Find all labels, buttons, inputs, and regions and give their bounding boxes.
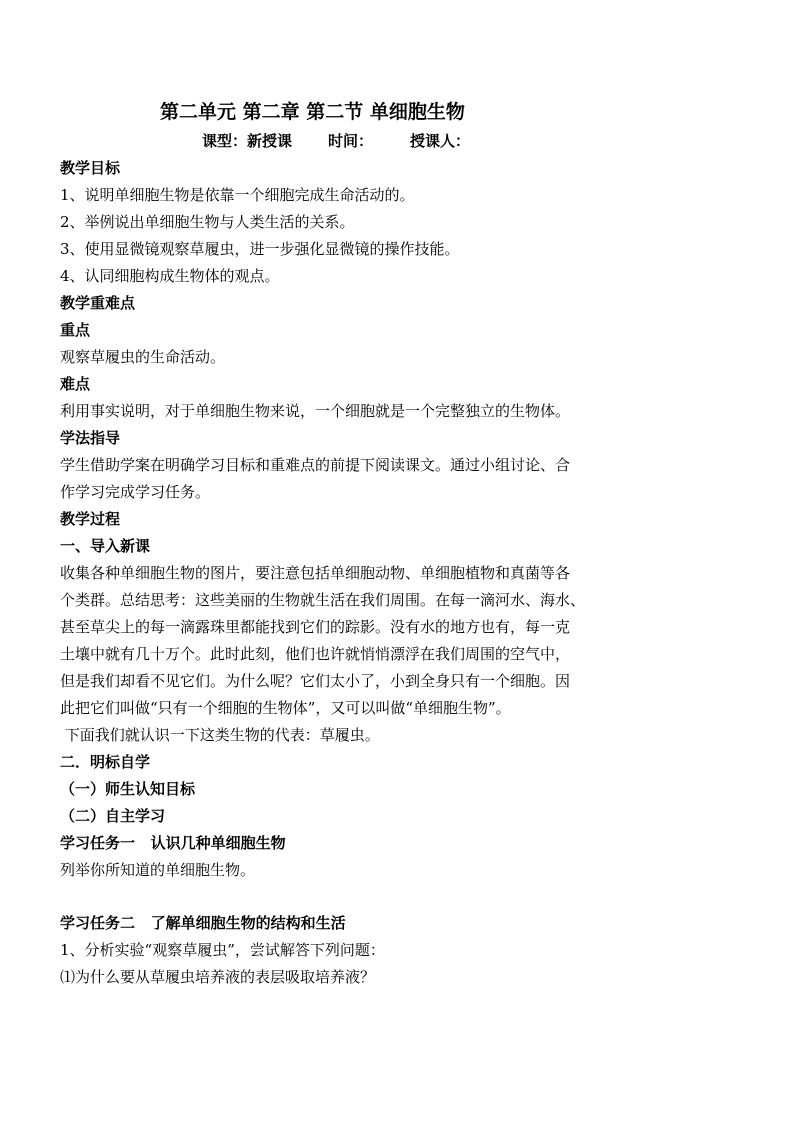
time-label: 时间： — [328, 132, 374, 150]
paragraph-line: 作学习完成学习任务。 — [60, 483, 211, 501]
paragraph-line: 学生借助学案在明确学习目标和重难点的前提下阅读课文。通过小组讨论、合 — [60, 456, 571, 474]
paragraph-line: 此把它们叫做“只有一个细胞的生物体”，又可以叫做“单细胞生物”。 — [60, 699, 511, 717]
paragraph-line: 但是我们却看不见它们。为什么呢？它们太小了，小到全身只有一个细胞。因 — [60, 672, 571, 690]
heading-teaching-objectives: 教学目标 — [60, 159, 121, 177]
objective-item: 4、认同细胞构成生物体的观点。 — [60, 267, 280, 285]
document-body — [60, 155, 620, 991]
subheading-independent-study: （二）自主学习 — [60, 807, 166, 825]
subheading-self-study: 二．明标自学 — [60, 753, 151, 771]
task-one-heading: 学习任务一 认识几种单细胞生物 — [60, 834, 286, 852]
heading-study-guide: 学法指导 — [60, 429, 121, 447]
course-type: 课型：新授课 — [202, 132, 293, 150]
paragraph-line: 收集各种单细胞生物的图片，要注意包括单细胞动物、单细胞植物和真菌等各 — [60, 564, 571, 582]
subheading-key-point: 重点 — [60, 321, 91, 339]
paragraph-line: ⑴为什么要从草履虫培养液的表层吸取培养液？ — [60, 968, 376, 986]
subheading-objectives: （一）师生认知目标 — [60, 780, 196, 798]
teacher-label: 授课人： — [410, 132, 471, 150]
blank-line — [60, 884, 620, 910]
paragraph-line: 下面我们就认识一下这类生物的代表：草履虫。 — [60, 726, 380, 744]
objective-item: 1、说明单细胞生物是依靠一个细胞完成生命活动的。 — [60, 186, 415, 204]
paragraph-line: 列举你所知道的单细胞生物。 — [60, 861, 256, 879]
objective-item: 2、举例说出单细胞生物与人类生活的关系。 — [60, 213, 355, 231]
subheading-difficult-point: 难点 — [60, 375, 91, 393]
paragraph-line: 利用事实说明，对于单细胞生物来说，一个细胞就是一个完整独立的生物体。 — [60, 402, 571, 420]
paragraph-line: 个类群。总结思考：这些美丽的生物就生活在我们周围。在每一滴河水、海水、 — [60, 591, 586, 609]
task-two-heading: 学习任务二 了解单细胞生物的结构和生活 — [60, 914, 346, 932]
subheading-introduction: 一、导入新课 — [60, 537, 151, 555]
document-title: 第二单元 第二章 第二节 单细胞生物 — [160, 101, 465, 123]
objective-item: 3、使用显微镜观察草履虫，进一步强化显微镜的操作技能。 — [60, 240, 460, 258]
heading-teaching-process: 教学过程 — [60, 510, 121, 528]
paragraph-line: 观察草履虫的生命活动。 — [60, 348, 226, 366]
heading-key-difficult-points: 教学重难点 — [60, 294, 136, 312]
paragraph-line: 甚至草尖上的每一滴露珠里都能找到它们的踪影。没有水的地方也有，每一克 — [60, 618, 571, 636]
paragraph-line: 土壤中就有几十万个。此时此刻，他们也许就悄悄漂浮在我们周围的空气中， — [60, 645, 571, 663]
paragraph-line: 1、分析实验“观察草履虫”，尝试解答下列问题： — [60, 941, 385, 959]
